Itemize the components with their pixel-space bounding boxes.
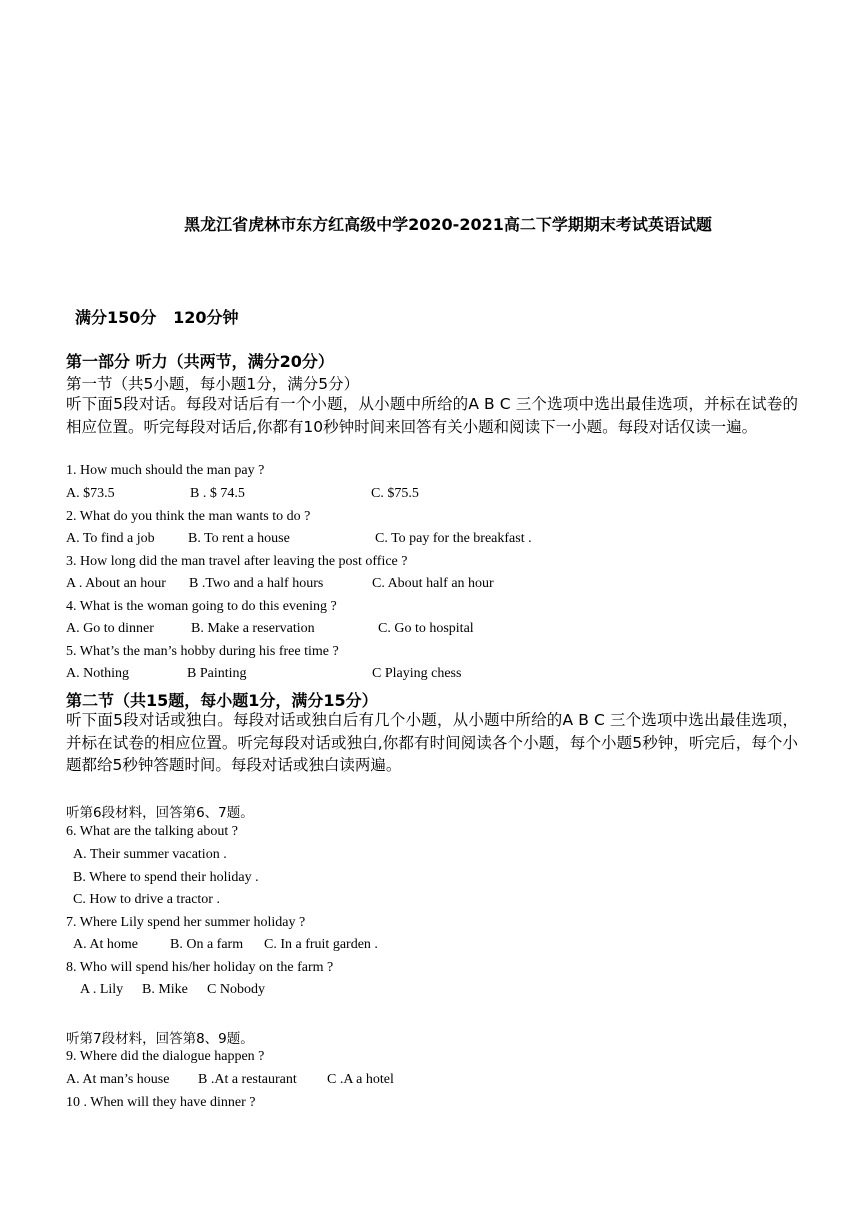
question-1: 1. How much should the man pay ? — [66, 463, 265, 478]
question-10: 10 . When will they have dinner ? — [66, 1095, 256, 1110]
question-9: 9. Where did the dialogue happen ? — [66, 1049, 265, 1064]
exam-title: 黑龙江省虎林市东方红高级中学2020-2021高二下学期期末考试英语试题 — [184, 215, 712, 234]
section1-heading: 第一节（共5小题，每小题1分，满分5分） — [66, 375, 360, 393]
q5-option-b: B Painting — [187, 666, 247, 681]
q4-option-b: B. Make a reservation — [191, 621, 315, 636]
q4-option-c: C. Go to hospital — [378, 621, 474, 636]
q2-option-b: B. To rent a house — [188, 531, 290, 546]
q3-option-a: A . About an hour — [66, 576, 166, 591]
q7-option-a: A. At home — [73, 937, 138, 952]
q9-option-b: B .At a restaurant — [198, 1072, 297, 1087]
q7-option-c: C. In a fruit garden . — [264, 937, 378, 952]
group6-label: 听第6段材料，回答第6、7题。 — [66, 805, 254, 821]
q2-option-a: A. To find a job — [66, 531, 155, 546]
score-time-line: 满分150分 120分钟 — [75, 308, 239, 327]
question-5: 5. What’s the man’s hobby during his free time ? — [66, 644, 339, 659]
section2-instructions: 听下面5段对话或独白。每段对话或独白后有几个小题，从小题中所给的A B C 三个选项中选出最佳选项，并标在试卷的相应位置。听完每段对话或独白,你都有时间阅读各个小题，每个小题5秒钟，听完后，每个小题都给5秒钟答题时间。每段对话或独白读两遍。 — [66, 711, 798, 774]
question-7: 7. Where Lily spend her summer holiday ? — [66, 915, 306, 930]
q1-option-b: B . $ 74.5 — [190, 486, 245, 501]
group7-label: 听第7段材料，回答第8、9题。 — [66, 1031, 254, 1047]
q9-option-a: A. At man’s house — [66, 1072, 170, 1087]
question-2: 2. What do you think the man wants to do ? — [66, 509, 311, 524]
q6-option-b: B. Where to spend their holiday . — [73, 870, 259, 885]
q8-option-a: A . Lily — [80, 982, 124, 997]
q8-option-b: B. Mike — [142, 982, 188, 997]
question-6: 6. What are the talking about ? — [66, 824, 238, 839]
q3-option-c: C. About half an hour — [372, 576, 494, 591]
q8-option-c: C Nobody — [207, 982, 265, 997]
question-3: 3. How long did the man travel after leaving the post office ? — [66, 554, 408, 569]
q1-option-c: C. $75.5 — [371, 486, 419, 501]
section2-heading: 第二节（共15题，每小题1分，满分15分） — [66, 691, 378, 710]
section1-instructions: 听下面5段对话。每段对话后有一个小题，从小题中所给的A B C 三个选项中选出最佳选项，并标在试卷的相应位置。听完每段对话后,你都有10秒钟时间来回答有关小题和阅读下一小题。每段对话仅读一遍。 — [66, 395, 798, 436]
question-4: 4. What is the woman going to do this evening ? — [66, 599, 337, 614]
q5-option-a: A. Nothing — [66, 666, 129, 681]
q5-option-c: C Playing chess — [372, 666, 462, 681]
q7-option-b: B. On a farm — [170, 937, 244, 952]
q6-option-a: A. Their summer vacation . — [73, 847, 227, 862]
part1-heading: 第一部分 听力（共两节，满分20分） — [66, 352, 334, 371]
q2-option-c: C. To pay for the breakfast . — [375, 531, 532, 546]
q9-option-c: C .A a hotel — [327, 1072, 394, 1087]
q6-option-c: C. How to drive a tractor . — [73, 892, 220, 907]
q1-option-a: A. $73.5 — [66, 486, 115, 501]
q4-option-a: A. Go to dinner — [66, 621, 154, 636]
question-8: 8. Who will spend his/her holiday on the farm ? — [66, 960, 334, 975]
q3-option-b: B .Two and a half hours — [189, 576, 324, 591]
